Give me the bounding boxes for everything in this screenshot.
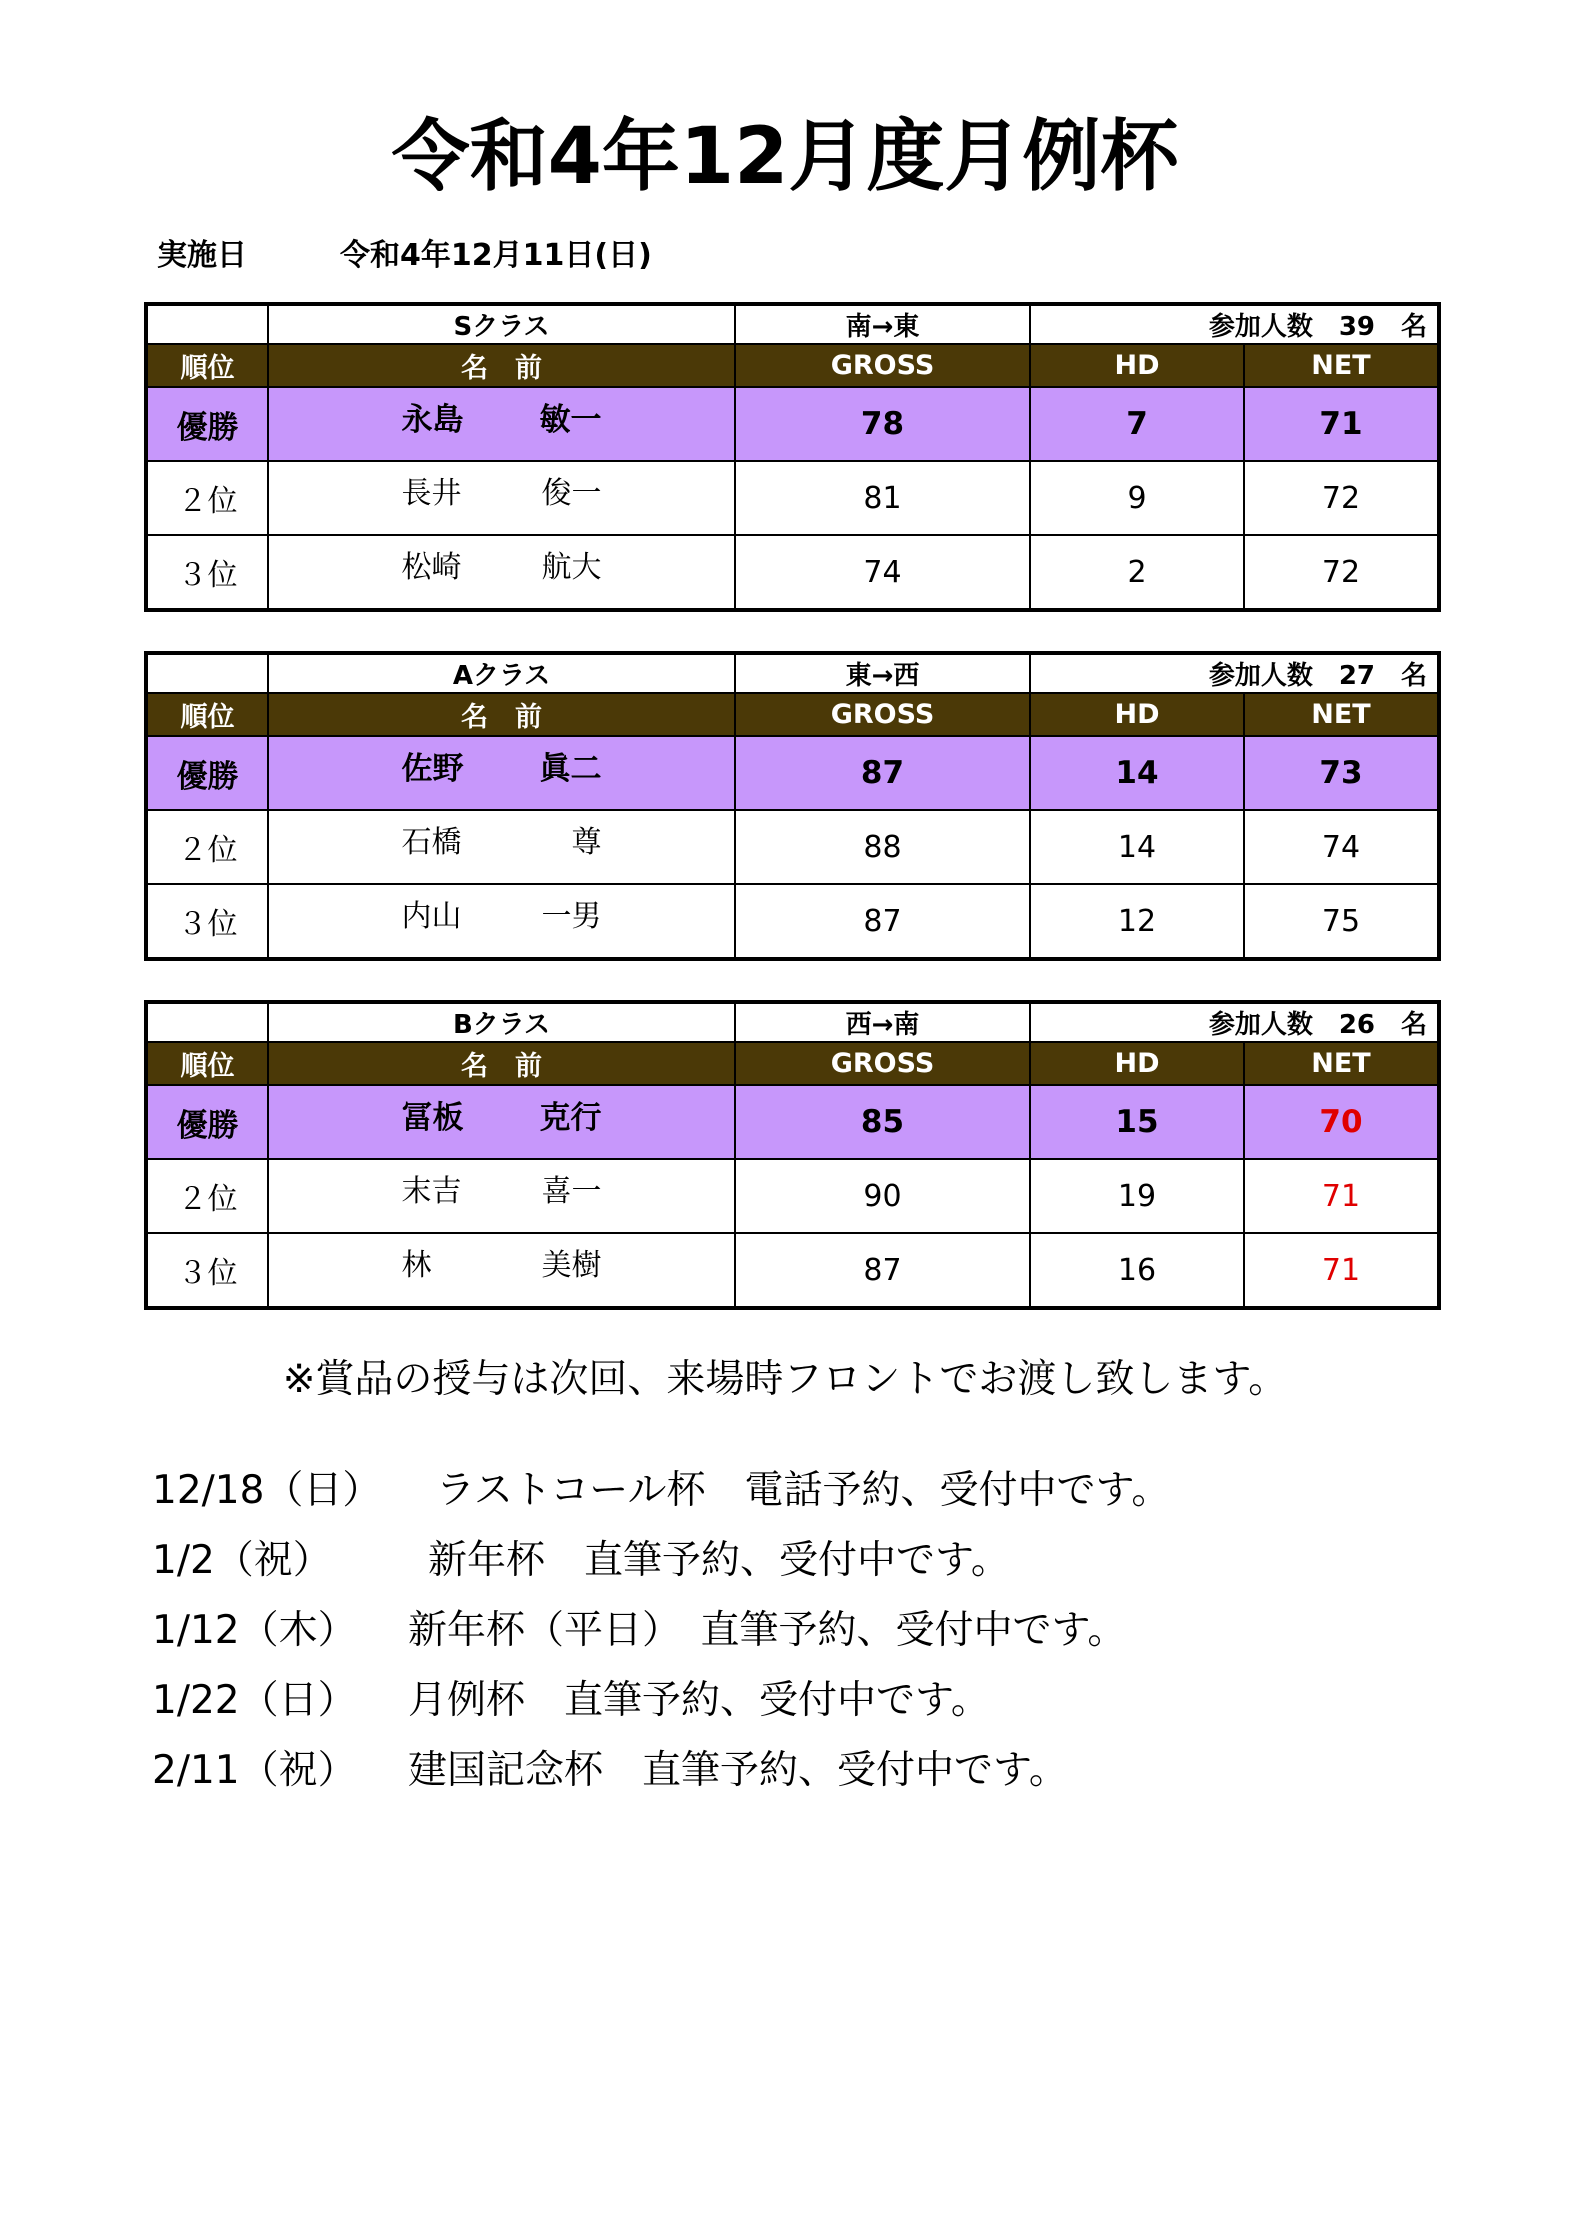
family-name: 内山 xyxy=(401,899,462,934)
family-name: 松崎 xyxy=(401,550,462,585)
rank-cell: ３位 xyxy=(146,535,268,610)
column-header-row xyxy=(146,344,1439,387)
results-table-b-class xyxy=(144,1000,1441,1310)
player-name xyxy=(268,1085,735,1159)
winner-row xyxy=(146,1085,1439,1159)
net-score: 75 xyxy=(1244,884,1439,959)
winner-row xyxy=(146,736,1439,810)
gross-score: 74 xyxy=(735,535,1030,610)
gross-header: GROSS xyxy=(735,693,1030,736)
gross-score: 87 xyxy=(735,736,1030,810)
handicap: 15 xyxy=(1030,1085,1244,1159)
gross-score: 78 xyxy=(735,387,1030,461)
winner-row xyxy=(146,387,1439,461)
handicap: 14 xyxy=(1030,736,1244,810)
net-score: 74 xyxy=(1244,810,1439,884)
handicap: 14 xyxy=(1030,810,1244,884)
player-name xyxy=(268,535,735,610)
rank-cell: ２位 xyxy=(146,1159,268,1233)
rank-cell: ３位 xyxy=(146,1233,268,1308)
course-route: 東→西 xyxy=(735,653,1030,693)
family-name: 永島 xyxy=(401,402,464,438)
gross-score: 90 xyxy=(735,1159,1030,1233)
player-name xyxy=(268,810,735,884)
net-score-highlight: 70 xyxy=(1244,1085,1439,1159)
class-header-blank xyxy=(146,304,268,344)
net-score: 72 xyxy=(1244,461,1439,535)
column-header-row xyxy=(146,1042,1439,1085)
player-name xyxy=(268,387,735,461)
class-header-row xyxy=(146,1002,1439,1042)
rank-cell: ２位 xyxy=(146,461,268,535)
family-name: 冨板 xyxy=(401,1100,464,1136)
class-header-blank xyxy=(146,1002,268,1042)
player-name xyxy=(268,884,735,959)
event-text: 建国記念杯 直筆予約、受付中です。 xyxy=(408,1748,1068,1793)
family-name: 末吉 xyxy=(401,1174,462,1209)
class-header-row xyxy=(146,304,1439,344)
class-header-row xyxy=(146,653,1439,693)
hd-header: HD xyxy=(1030,693,1244,736)
prize-note: ※賞品の授与は次回、来場時フロントでお渡し致します。 xyxy=(282,1357,1288,1402)
course-route: 南→東 xyxy=(735,304,1030,344)
net-header: NET xyxy=(1244,344,1439,387)
handicap: 19 xyxy=(1030,1159,1244,1233)
rank-cell: 優勝 xyxy=(146,736,268,810)
gross-header: GROSS xyxy=(735,344,1030,387)
family-name: 石橋 xyxy=(401,825,462,860)
class-name: Bクラス xyxy=(268,1002,735,1042)
name-header: 名 前 xyxy=(268,1042,735,1085)
gross-score: 81 xyxy=(735,461,1030,535)
event-date: 1/12（木） xyxy=(152,1608,357,1653)
net-score-highlight: 71 xyxy=(1244,1233,1439,1308)
handicap: 12 xyxy=(1030,884,1244,959)
player-name xyxy=(268,461,735,535)
hd-header: HD xyxy=(1030,1042,1244,1085)
gross-score: 88 xyxy=(735,810,1030,884)
given-name: 俊一 xyxy=(541,476,602,511)
results-table-a-class xyxy=(144,651,1441,961)
given-name: 敏一 xyxy=(539,402,602,438)
results-table-s-class xyxy=(144,302,1441,612)
participant-count: 参加人数 39 名 xyxy=(1030,304,1439,344)
class-name: Sクラス xyxy=(268,304,735,344)
third-place-row xyxy=(146,884,1439,959)
family-name: 長井 xyxy=(401,476,462,511)
gross-score: 87 xyxy=(735,1233,1030,1308)
column-header-row xyxy=(146,693,1439,736)
rank-cell: 優勝 xyxy=(146,1085,268,1159)
net-score: 71 xyxy=(1244,387,1439,461)
event-date-row xyxy=(157,238,652,274)
class-name: Aクラス xyxy=(268,653,735,693)
gross-header: GROSS xyxy=(735,1042,1030,1085)
handicap: 9 xyxy=(1030,461,1244,535)
handicap: 2 xyxy=(1030,535,1244,610)
handicap: 7 xyxy=(1030,387,1244,461)
family-name: 林 xyxy=(401,1248,432,1283)
player-name xyxy=(268,1159,735,1233)
rank-header: 順位 xyxy=(146,693,268,736)
player-name xyxy=(268,736,735,810)
given-name: 一男 xyxy=(541,899,602,934)
event-text: 月例杯 直筆予約、受付中です。 xyxy=(408,1678,990,1723)
net-header: NET xyxy=(1244,1042,1439,1085)
net-score: 72 xyxy=(1244,535,1439,610)
gross-score: 85 xyxy=(735,1085,1030,1159)
given-name: 眞二 xyxy=(539,751,602,787)
net-score: 73 xyxy=(1244,736,1439,810)
class-header-blank xyxy=(146,653,268,693)
participant-count: 参加人数 27 名 xyxy=(1030,653,1439,693)
name-header: 名 前 xyxy=(268,693,735,736)
event-date: 1/2（祝） xyxy=(152,1538,332,1583)
third-place-row xyxy=(146,1233,1439,1308)
course-route: 西→南 xyxy=(735,1002,1030,1042)
gross-score: 87 xyxy=(735,884,1030,959)
rank-header: 順位 xyxy=(146,344,268,387)
rank-header: 順位 xyxy=(146,1042,268,1085)
net-score-highlight: 71 xyxy=(1244,1159,1439,1233)
event-date: 1/22（日） xyxy=(152,1678,357,1723)
player-name xyxy=(268,1233,735,1308)
second-place-row xyxy=(146,461,1439,535)
family-name: 佐野 xyxy=(401,751,464,787)
given-name: 尊 xyxy=(571,825,602,860)
event-date: 2/11（祝） xyxy=(152,1748,357,1793)
third-place-row xyxy=(146,535,1439,610)
event-text: ラストコール杯 電話予約、受付中です。 xyxy=(436,1468,1171,1513)
page-title: 令和4年12月度月例杯 xyxy=(391,112,1179,202)
rank-cell: ２位 xyxy=(146,810,268,884)
given-name: 航大 xyxy=(541,550,602,585)
date-value: 令和4年12月11日(日) xyxy=(340,238,652,273)
rank-cell: 優勝 xyxy=(146,387,268,461)
handicap: 16 xyxy=(1030,1233,1244,1308)
event-text: 新年杯（平日） 直筆予約、受付中です。 xyxy=(408,1608,1127,1653)
event-text: 新年杯 直筆予約、受付中です。 xyxy=(428,1538,1010,1583)
second-place-row xyxy=(146,1159,1439,1233)
net-header: NET xyxy=(1244,693,1439,736)
hd-header: HD xyxy=(1030,344,1244,387)
date-label: 実施日 xyxy=(157,238,247,273)
given-name: 喜一 xyxy=(541,1174,602,1209)
rank-cell: ３位 xyxy=(146,884,268,959)
participant-count: 参加人数 26 名 xyxy=(1030,1002,1439,1042)
second-place-row xyxy=(146,810,1439,884)
event-date: 12/18（日） xyxy=(152,1468,382,1513)
name-header: 名 前 xyxy=(268,344,735,387)
given-name: 克行 xyxy=(539,1100,602,1136)
given-name: 美樹 xyxy=(541,1248,602,1283)
